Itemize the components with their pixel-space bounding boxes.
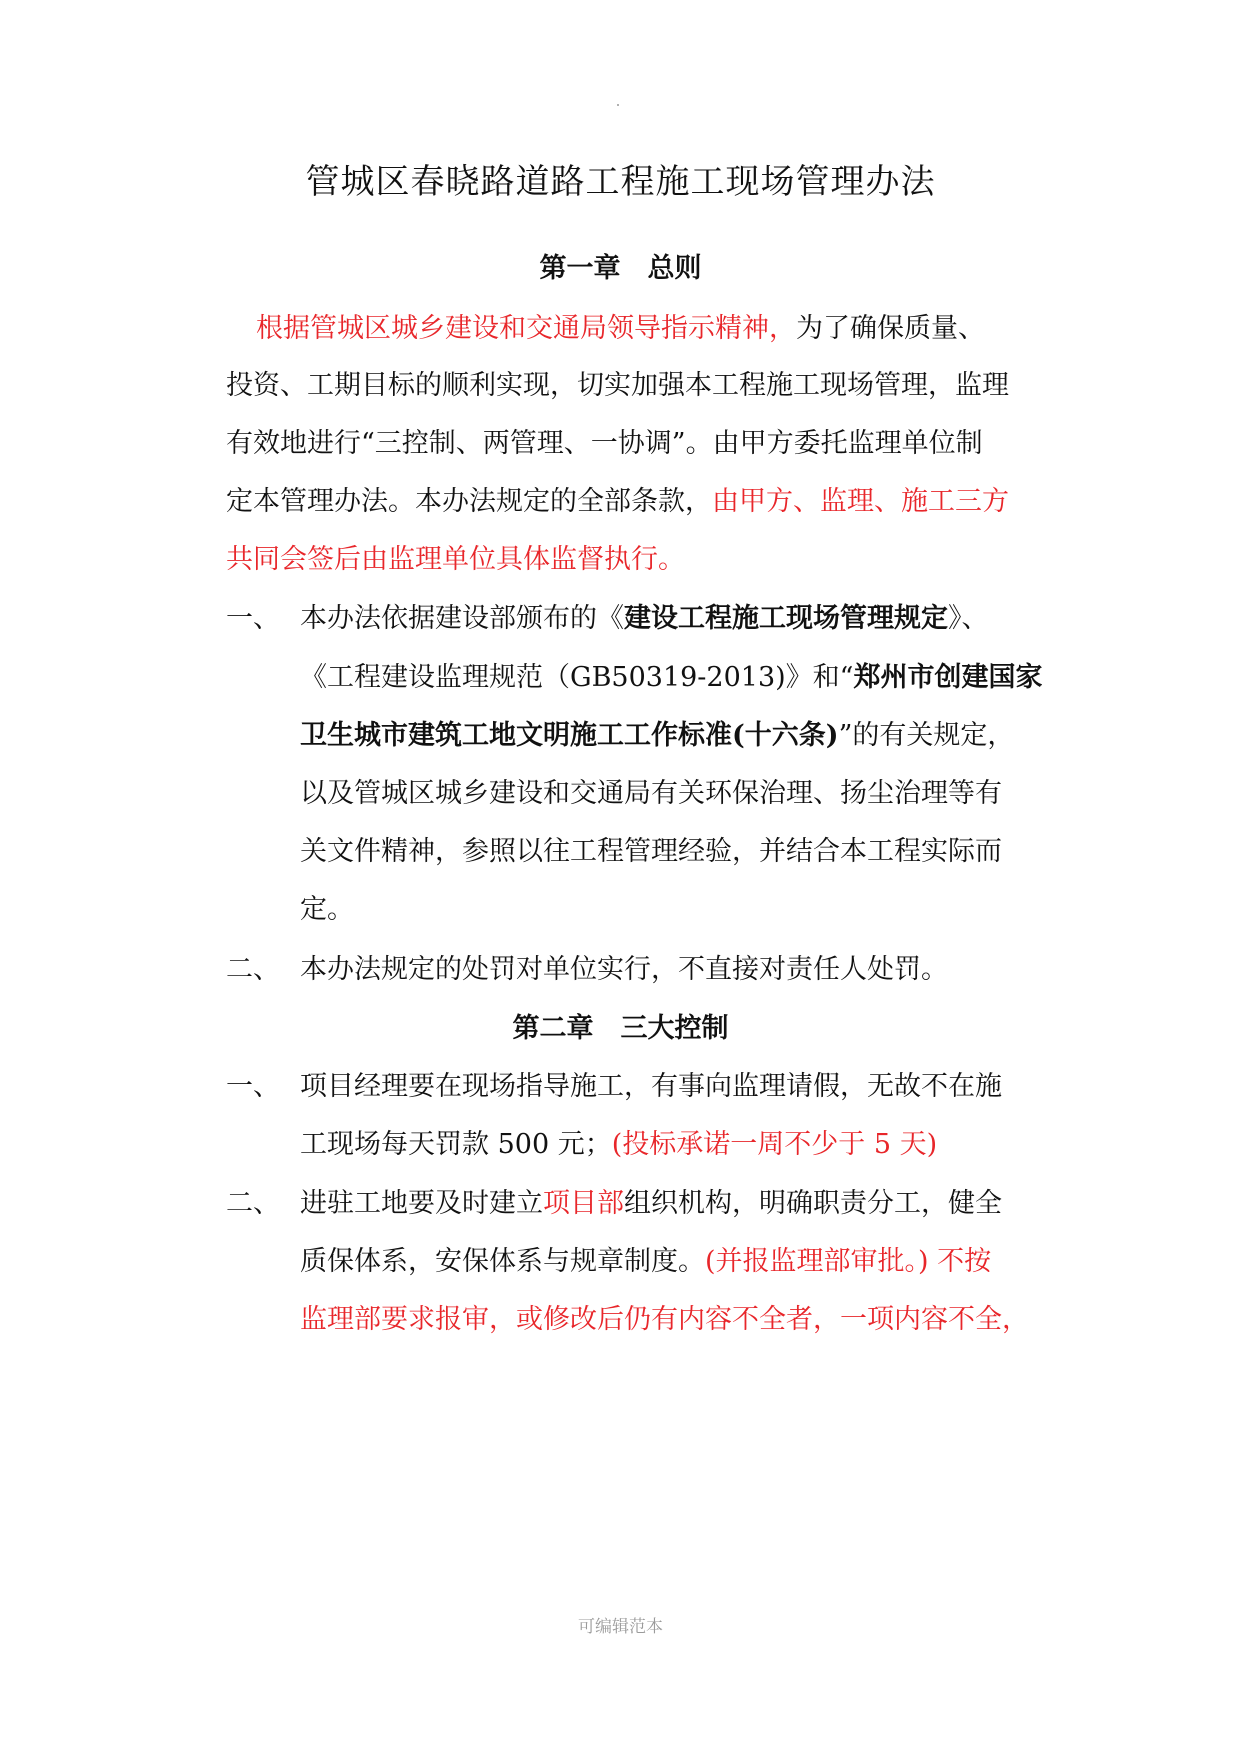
ch2-item2-l1-red: 项目部 xyxy=(543,1188,624,1219)
ch2-item1-line-2 xyxy=(300,1125,937,1165)
chapter2-heading: 第二章 三大控制 xyxy=(512,1013,729,1044)
ch1-item1-line-3 xyxy=(300,716,1014,756)
ch2-item2-l1-b: 组织机构，明确职责分工，健全 xyxy=(624,1188,1002,1219)
ch1-item1-number: 一、 xyxy=(226,603,280,634)
ch1-item1-l3-b: ”的有关规定， xyxy=(838,720,1015,751)
ch2-item1-line-1: 项目经理要在现场指导施工，有事向监理请假，无故不在施 xyxy=(300,1071,1002,1102)
footer-text: 可编辑范本 xyxy=(578,1617,663,1637)
intro-line-4-red: 由甲方、监理、施工三方 xyxy=(712,486,1009,517)
ch2-item1-l2-text: 工现场每天罚款 500 元； xyxy=(300,1129,612,1160)
ch1-item2-number: 二、 xyxy=(226,954,280,985)
intro-line-1 xyxy=(256,309,985,349)
intro-line-3: 有效地进行“三控制、两管理、一协调”。由甲方委托监理单位制 xyxy=(226,428,983,459)
ch2-item2-l2-text: 质保体系，安保体系与规章制度。 xyxy=(300,1246,705,1277)
ch1-item1-line-1 xyxy=(300,599,989,639)
intro-line-4-text: 定本管理办法。本办法规定的全部条款， xyxy=(226,486,712,517)
chapter1-heading: 第一章 总则 xyxy=(539,253,702,284)
header-dot xyxy=(617,104,619,106)
ch2-item1-l2-red: (投标承诺一周不少于 5 天) xyxy=(611,1129,938,1160)
ch1-item1-l2-bold: 郑州市创建国家 xyxy=(853,662,1043,693)
ch1-item1-line-6: 定。 xyxy=(300,894,354,925)
intro-line-2: 投资、工期目标的顺利实现，切实加强本工程施工现场管理，监理 xyxy=(226,370,1009,401)
ch2-item2-l1-a: 进驻工地要及时建立 xyxy=(300,1188,543,1219)
ch2-item2-line-3: 监理部要求报审，或修改后仍有内容不全者，一项内容不全， xyxy=(300,1304,1029,1335)
ch2-item1-number: 一、 xyxy=(226,1071,280,1102)
ch1-item1-l1-a: 本办法依据建设部颁布的《 xyxy=(300,603,624,634)
ch2-item2-line-2 xyxy=(300,1242,991,1282)
intro-line-5: 共同会签后由监理单位具体监督执行。 xyxy=(226,544,685,575)
ch1-item1-l1-bold: 建设工程施工现场管理规定 xyxy=(624,603,948,634)
ch1-item2-line-1: 本办法规定的处罚对单位实行，不直接对责任人处罚。 xyxy=(300,954,948,985)
ch1-item1-line-2 xyxy=(300,658,1042,698)
ch2-item2-line-1 xyxy=(300,1184,1002,1224)
intro-line-1-red: 根据管城区城乡建设和交通局领导指示精神， xyxy=(256,313,796,344)
intro-line-4 xyxy=(226,482,1009,522)
ch1-item1-l3-bold: 卫生城市建筑工地文明施工工作标准(十六条) xyxy=(300,720,839,751)
intro-line-1-text: 为了确保质量、 xyxy=(796,313,985,344)
ch2-item2-l2-red: (并报监理部审批。) 不按 xyxy=(705,1246,992,1277)
ch1-item1-l2-a: 《工程建设监理规范（GB50319-2013)》和“ xyxy=(300,662,854,693)
ch1-item1-line-4: 以及管城区城乡建设和交通局有关环保治理、扬尘治理等有 xyxy=(300,778,1002,809)
document-title: 管城区春晓路道路工程施工现场管理办法 xyxy=(305,162,936,202)
ch2-item2-number: 二、 xyxy=(226,1188,280,1219)
ch1-item1-l1-c: 》、 xyxy=(948,603,989,634)
ch1-item1-line-5: 关文件精神，参照以往工程管理经验，并结合本工程实际而 xyxy=(300,836,1002,867)
